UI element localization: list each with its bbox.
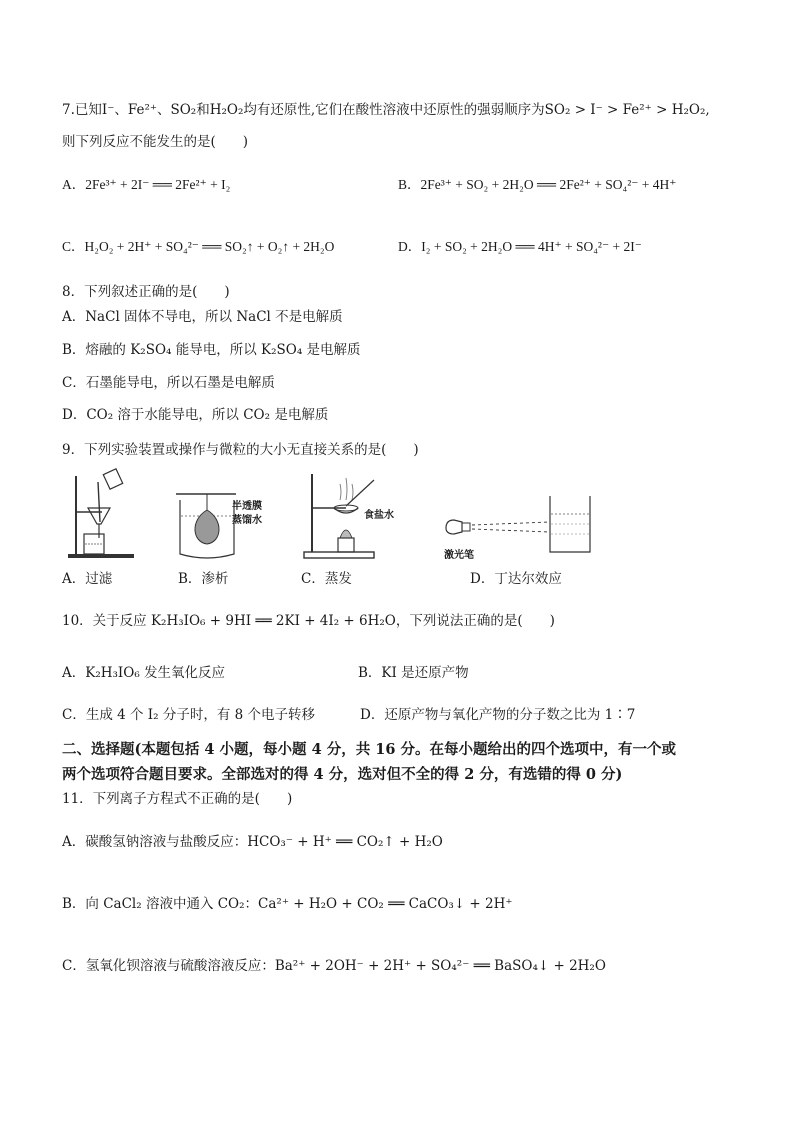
q10-option-a: A．K₂H₃IO₆ 发生氧化反应 — [62, 665, 226, 681]
q11-option-c: C．氢氧化钡溶液与硫酸溶液反应：Ba²⁺ + 2OH⁻ + 2H⁺ + SO₄²⁻ ══ BaSO₄↓ + 2H₂O — [62, 958, 606, 974]
q7-option-c: C．H₂O₂ + 2H⁺ + SO₄²⁻ ══ SO₂↑ + O₂↑ + 2H₂O — [62, 239, 335, 254]
q11-stem: 11．下列离子方程式不正确的是( ) — [62, 791, 293, 807]
q7-option-d: D．I₂ + SO₂ + 2H₂O ══ 4H⁺ + SO₄²⁻ + 2I⁻ — [398, 239, 642, 254]
section2-heading-line1: 二、选择题(本题包括 4 小题，每小题 4 分，共 16 分。在每小题给出的四个选项中，有一个或 — [62, 741, 677, 758]
q8-option-a: A．NaCl 固体不导电，所以 NaCl 不是电解质 — [62, 309, 343, 325]
q10-option-b: B．KI 是还原产物 — [358, 665, 469, 681]
q10-option-c: C．生成 4 个 I₂ 分子时，有 8 个电子转移 — [62, 707, 315, 723]
q7-option-a: A．2Fe³⁺ + 2I⁻ ══ 2Fe²⁺ + I₂ — [62, 177, 231, 192]
q9-option-b: B．渗析 — [178, 571, 229, 587]
q7-stem-line2: 则下列反应不能发生的是( ) — [62, 134, 249, 150]
q7-stem-line1: 7.已知I⁻、Fe²⁺、SO₂和H₂O₂均有还原性,它们在酸性溶液中还原性的强弱顺序为SO₂ > I⁻ > Fe²⁺ > H₂O₂, — [62, 102, 710, 118]
filtration-apparatus-figure — [62, 468, 140, 562]
q9-stem: 9．下列实验装置或操作与微粒的大小无直接关系的是( ) — [62, 442, 419, 458]
q9-option-d: D．丁达尔效应 — [470, 571, 562, 587]
label-laser-pen: 激光笔 — [444, 550, 474, 561]
q9-option-c: C．蒸发 — [301, 571, 352, 587]
q8-option-d: D．CO₂ 溶于水能导电，所以 CO₂ 是电解质 — [62, 407, 329, 423]
q10-option-d: D．还原产物与氧化产物的分子数之比为 1∶7 — [360, 707, 636, 723]
label-salt-water: 食盐水 — [364, 510, 394, 521]
q11-option-b: B．向 CaCl₂ 溶液中通入 CO₂：Ca²⁺ + H₂O + CO₂ ══ CaCO₃↓ + 2H⁺ — [62, 896, 513, 912]
q8-option-c: C．石墨能导电，所以石墨是电解质 — [62, 375, 275, 391]
q10-stem: 10．关于反应 K₂H₃IO₆ + 9HI ══ 2KI + 4I₂ + 6H₂O，下列说法正确的是( ) — [62, 613, 555, 629]
q9-option-a: A．过滤 — [62, 571, 113, 587]
section2-heading-line2: 两个选项符合题目要求。全部选对的得 4 分，选对但不全的得 2 分，有选错的得 0 分) — [62, 766, 623, 783]
q8-stem: 8．下列叙述正确的是( ) — [62, 284, 230, 300]
q8-option-b: B．熔融的 K₂SO₄ 能导电，所以 K₂SO₄ 是电解质 — [62, 342, 361, 358]
label-membrane: 半透膜 — [232, 501, 262, 512]
q7-option-b: B．2Fe³⁺ + SO₂ + 2H₂O ══ 2Fe²⁺ + SO₄²⁻ + 4H⁺ — [398, 177, 677, 192]
label-distilled-water: 蒸馏水 — [232, 515, 262, 526]
q11-option-a: A．碳酸氢钠溶液与盐酸反应：HCO₃⁻ + H⁺ ══ CO₂↑ + H₂O — [62, 834, 443, 850]
